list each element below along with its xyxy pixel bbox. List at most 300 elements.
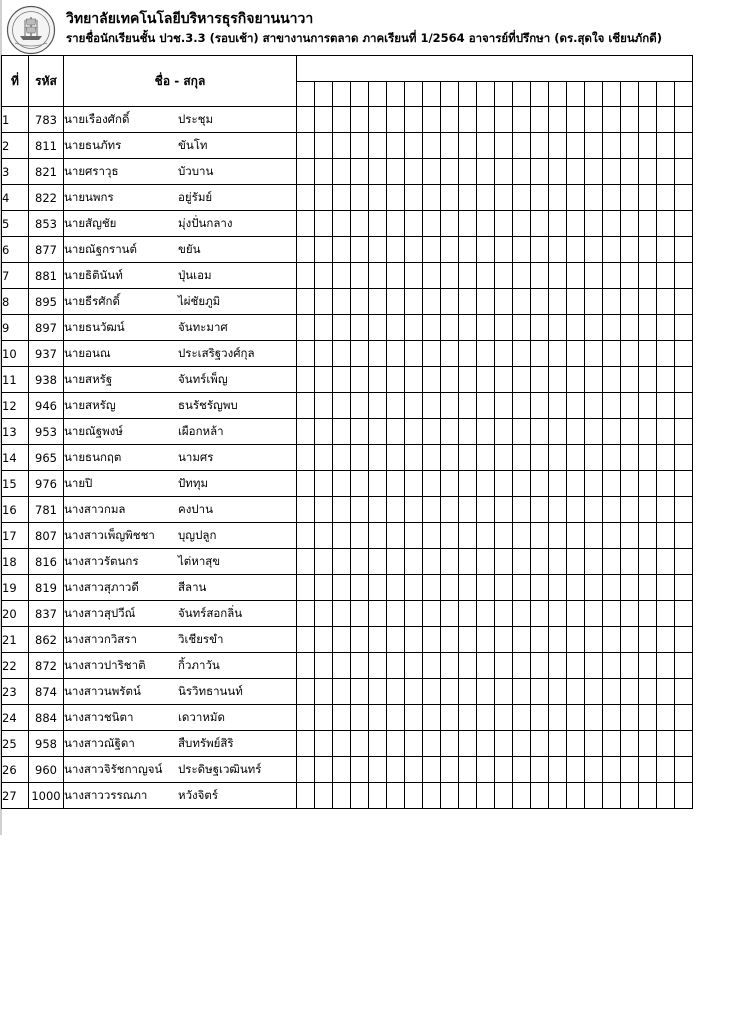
attendance-cell [549,575,567,601]
attendance-cell [297,107,315,133]
student-code: 781 [29,497,64,523]
attendance-cell [297,367,315,393]
attendance-cell [531,471,549,497]
attendance-header-cell [477,81,495,107]
attendance-cell [405,679,423,705]
attendance-cell [405,523,423,549]
attendance-cell [657,679,675,705]
row-number: 15 [2,471,29,497]
attendance-cell [675,783,693,809]
student-last-name: จันทร์เพ็ญ [178,371,228,386]
attendance-cell [441,419,459,445]
attendance-cell [369,315,387,341]
attendance-cell [369,653,387,679]
attendance-cell [423,523,441,549]
attendance-cell [675,341,693,367]
attendance-cell [351,341,369,367]
attendance-cell [495,393,513,419]
attendance-cell [513,341,531,367]
attendance-header-cell [405,81,423,107]
attendance-cell [621,575,639,601]
attendance-cell [297,185,315,211]
attendance-cell [441,575,459,601]
attendance-cell [351,523,369,549]
attendance-cell [477,471,495,497]
attendance-cell [603,445,621,471]
attendance-cell [585,445,603,471]
attendance-cell [387,107,405,133]
attendance-cell [513,471,531,497]
attendance-cell [513,211,531,237]
attendance-cell [531,575,549,601]
attendance-cell [387,575,405,601]
attendance-cell [495,341,513,367]
attendance-cell [333,679,351,705]
attendance-cell [369,237,387,263]
attendance-cell [369,419,387,445]
row-number: 20 [2,601,29,627]
attendance-cell [369,107,387,133]
student-name [64,679,297,705]
attendance-cell [639,705,657,731]
attendance-cell [369,159,387,185]
attendance-header-cell [351,81,369,107]
attendance-cell [675,263,693,289]
attendance-cell [477,393,495,419]
attendance-cell [477,341,495,367]
attendance-cell [549,133,567,159]
attendance-cell [513,679,531,705]
student-name [64,523,297,549]
attendance-cell [513,783,531,809]
attendance-cell [459,601,477,627]
table-row [2,705,693,731]
attendance-cell [315,731,333,757]
attendance-cell [603,705,621,731]
student-first-name: นายณัฐพงษ์ [64,423,123,438]
attendance-header-cell [387,81,405,107]
table-row [2,289,693,315]
attendance-cell [333,757,351,783]
attendance-cell [369,393,387,419]
attendance-cell [405,393,423,419]
attendance-cell [351,159,369,185]
attendance-cell [621,237,639,263]
attendance-cell [441,211,459,237]
student-last-name: ขยัน [178,241,201,256]
attendance-cell [603,341,621,367]
attendance-cell [621,419,639,445]
attendance-cell [387,731,405,757]
attendance-header-cell [333,81,351,107]
attendance-cell [351,237,369,263]
attendance-cell [351,757,369,783]
attendance-cell [495,211,513,237]
student-name [64,367,297,393]
attendance-cell [567,393,585,419]
student-first-name: นางสาวสุปวีณ์ [64,605,136,620]
attendance-cell [441,679,459,705]
attendance-cell [315,315,333,341]
table-row [2,783,693,809]
attendance-cell [369,705,387,731]
attendance-cell [675,367,693,393]
attendance-cell [657,419,675,445]
attendance-cell [315,263,333,289]
student-first-name: นายธนกฤต [64,449,122,464]
attendance-cell [657,315,675,341]
attendance-cell [531,211,549,237]
attendance-cell [621,159,639,185]
table-row [2,653,693,679]
attendance-cell [477,523,495,549]
attendance-cell [585,237,603,263]
attendance-cell [333,523,351,549]
table-row [2,237,693,263]
row-number: 6 [2,237,29,263]
attendance-cell [603,679,621,705]
attendance-cell [387,185,405,211]
attendance-cell [297,653,315,679]
student-name [64,263,297,289]
attendance-cell [315,783,333,809]
attendance-cell [675,601,693,627]
attendance-cell [567,263,585,289]
attendance-cell [585,393,603,419]
student-name [64,289,297,315]
table-row [2,627,693,653]
attendance-cell [315,679,333,705]
attendance-cell [423,757,441,783]
attendance-header-cell [459,81,477,107]
student-last-name: ประชุม [178,111,214,126]
attendance-cell [423,653,441,679]
attendance-cell [675,419,693,445]
attendance-cell [351,549,369,575]
attendance-cell [405,107,423,133]
attendance-cell [351,185,369,211]
attendance-cell [549,315,567,341]
attendance-cell [639,419,657,445]
attendance-cell [531,523,549,549]
attendance-cell [441,133,459,159]
attendance-cell [621,627,639,653]
attendance-cell [405,445,423,471]
attendance-cell [387,237,405,263]
student-first-name: นายณัฐกรานต์ [64,241,137,256]
attendance-cell [477,237,495,263]
attendance-cell [639,471,657,497]
student-code: 938 [29,367,64,393]
student-last-name: บัวบาน [178,163,214,178]
attendance-cell [423,575,441,601]
student-first-name: นางสาวนพรัตน์ [64,683,141,698]
student-roster-table [1,55,693,809]
attendance-cell [675,549,693,575]
attendance-cell [333,601,351,627]
attendance-cell [567,445,585,471]
attendance-cell [513,263,531,289]
attendance-cell [657,237,675,263]
attendance-cell [333,705,351,731]
attendance-cell [585,367,603,393]
attendance-cell [531,497,549,523]
attendance-cell [333,783,351,809]
attendance-cell [477,107,495,133]
student-code: 822 [29,185,64,211]
student-code: 821 [29,159,64,185]
attendance-cell [441,107,459,133]
attendance-cell [657,393,675,419]
attendance-cell [567,185,585,211]
attendance-cell [297,627,315,653]
attendance-cell [639,757,657,783]
attendance-cell [549,523,567,549]
attendance-cell [387,211,405,237]
attendance-cell [477,549,495,575]
attendance-cell [315,341,333,367]
attendance-cell [657,497,675,523]
attendance-cell [477,601,495,627]
attendance-cell [351,653,369,679]
attendance-cell [621,367,639,393]
table-row [2,315,693,341]
attendance-cell [657,627,675,653]
attendance-cell [405,133,423,159]
attendance-cell [639,783,657,809]
attendance-cell [423,159,441,185]
attendance-cell [549,237,567,263]
attendance-cell [369,601,387,627]
attendance-cell [405,497,423,523]
attendance-cell [567,705,585,731]
attendance-cell [315,107,333,133]
student-first-name: นายธีรศักดิ์ [64,293,120,308]
attendance-cell [333,627,351,653]
attendance-cell [459,263,477,289]
attendance-cell [387,367,405,393]
attendance-cell [639,549,657,575]
attendance-cell [495,679,513,705]
attendance-cell [333,419,351,445]
student-name [64,419,297,445]
attendance-cell [603,419,621,445]
attendance-cell [513,289,531,315]
attendance-cell [549,679,567,705]
student-code: 874 [29,679,64,705]
attendance-cell [369,341,387,367]
attendance-cell [513,419,531,445]
attendance-cell [531,315,549,341]
attendance-cell [549,731,567,757]
attendance-cell [297,263,315,289]
attendance-cell [423,679,441,705]
attendance-cell [477,705,495,731]
attendance-cell [639,211,657,237]
attendance-cell [621,263,639,289]
attendance-cell [441,289,459,315]
attendance-cell [639,653,657,679]
table-row [2,341,693,367]
attendance-cell [369,497,387,523]
attendance-cell [513,237,531,263]
attendance-cell [603,185,621,211]
attendance-cell [567,289,585,315]
attendance-cell [297,575,315,601]
attendance-cell [351,289,369,315]
attendance-cell [315,601,333,627]
attendance-cell [585,575,603,601]
attendance-cell [477,679,495,705]
attendance-cell [333,159,351,185]
attendance-header-cell [657,81,675,107]
attendance-cell [423,497,441,523]
student-first-name: นายนพกร [64,189,114,204]
attendance-cell [387,523,405,549]
attendance-cell [657,211,675,237]
attendance-cell [423,107,441,133]
attendance-cell [423,731,441,757]
student-first-name: นายอนณ [64,345,111,360]
attendance-cell [369,211,387,237]
student-first-name: นางสาวจิรัชกาญจน์ [64,761,163,776]
attendance-cell [333,289,351,315]
row-number: 17 [2,523,29,549]
student-code: 783 [29,107,64,133]
attendance-cell [351,445,369,471]
attendance-cell [621,393,639,419]
attendance-cell [567,653,585,679]
school-seal-icon [6,5,56,55]
attendance-cell [459,367,477,393]
attendance-cell [567,107,585,133]
attendance-cell [369,627,387,653]
attendance-cell [639,575,657,601]
attendance-header-top [297,56,693,82]
attendance-cell [423,419,441,445]
table-row [2,367,693,393]
attendance-header-cell [549,81,567,107]
attendance-header-cell [675,81,693,107]
attendance-cell [675,107,693,133]
attendance-cell [621,731,639,757]
attendance-header-cell [567,81,585,107]
attendance-cell [513,653,531,679]
student-first-name: นางสาววรรณภา [64,787,148,802]
student-code: 811 [29,133,64,159]
attendance-cell [549,705,567,731]
attendance-cell [315,237,333,263]
table-row [2,679,693,705]
attendance-cell [441,315,459,341]
attendance-cell [441,367,459,393]
student-last-name: เผือกหล้า [178,423,224,438]
attendance-cell [513,445,531,471]
attendance-cell [387,601,405,627]
attendance-cell [567,575,585,601]
table-row [2,497,693,523]
attendance-cell [657,107,675,133]
student-last-name: ประดิษฐเวฒินทร์ [178,761,262,776]
attendance-cell [549,419,567,445]
attendance-cell [315,575,333,601]
attendance-cell [531,393,549,419]
student-last-name: ขันโท [178,137,208,152]
attendance-cell [567,783,585,809]
attendance-cell [495,705,513,731]
attendance-cell [585,757,603,783]
student-first-name: นางสาวปาริชาติ [64,657,146,672]
attendance-cell [297,679,315,705]
attendance-cell [567,731,585,757]
attendance-cell [585,341,603,367]
attendance-cell [675,731,693,757]
attendance-cell [657,185,675,211]
attendance-cell [567,419,585,445]
attendance-header-cell [369,81,387,107]
attendance-cell [495,419,513,445]
attendance-cell [333,211,351,237]
attendance-cell [387,445,405,471]
attendance-cell [315,471,333,497]
student-last-name: นามศร [178,449,214,464]
attendance-cell [603,497,621,523]
student-code: 946 [29,393,64,419]
student-name [64,237,297,263]
attendance-cell [387,341,405,367]
attendance-cell [657,757,675,783]
attendance-cell [531,445,549,471]
attendance-cell [585,107,603,133]
attendance-cell [531,107,549,133]
attendance-cell [603,289,621,315]
row-number: 11 [2,367,29,393]
attendance-cell [315,393,333,419]
attendance-cell [549,367,567,393]
attendance-cell [675,705,693,731]
student-code: 895 [29,289,64,315]
attendance-cell [639,445,657,471]
attendance-cell [585,731,603,757]
attendance-cell [585,497,603,523]
attendance-cell [621,445,639,471]
student-first-name: นายธิตินันท์ [64,267,123,282]
student-first-name: นางสาวกมล [64,501,126,516]
student-last-name: ไผ่ชัยภูมิ [178,293,221,308]
student-last-name: จันทะมาศ [178,319,228,334]
attendance-cell [495,575,513,601]
attendance-cell [675,159,693,185]
attendance-cell [315,367,333,393]
attendance-header-cell [315,81,333,107]
attendance-cell [603,783,621,809]
student-name [64,133,297,159]
attendance-cell [351,393,369,419]
attendance-cell [495,133,513,159]
attendance-cell [603,133,621,159]
attendance-cell [549,159,567,185]
attendance-cell [621,549,639,575]
student-code: 937 [29,341,64,367]
attendance-cell [351,575,369,601]
attendance-cell [657,263,675,289]
row-number: 12 [2,393,29,419]
attendance-cell [477,731,495,757]
attendance-cell [423,471,441,497]
attendance-cell [405,211,423,237]
attendance-cell [315,289,333,315]
attendance-cell [621,497,639,523]
